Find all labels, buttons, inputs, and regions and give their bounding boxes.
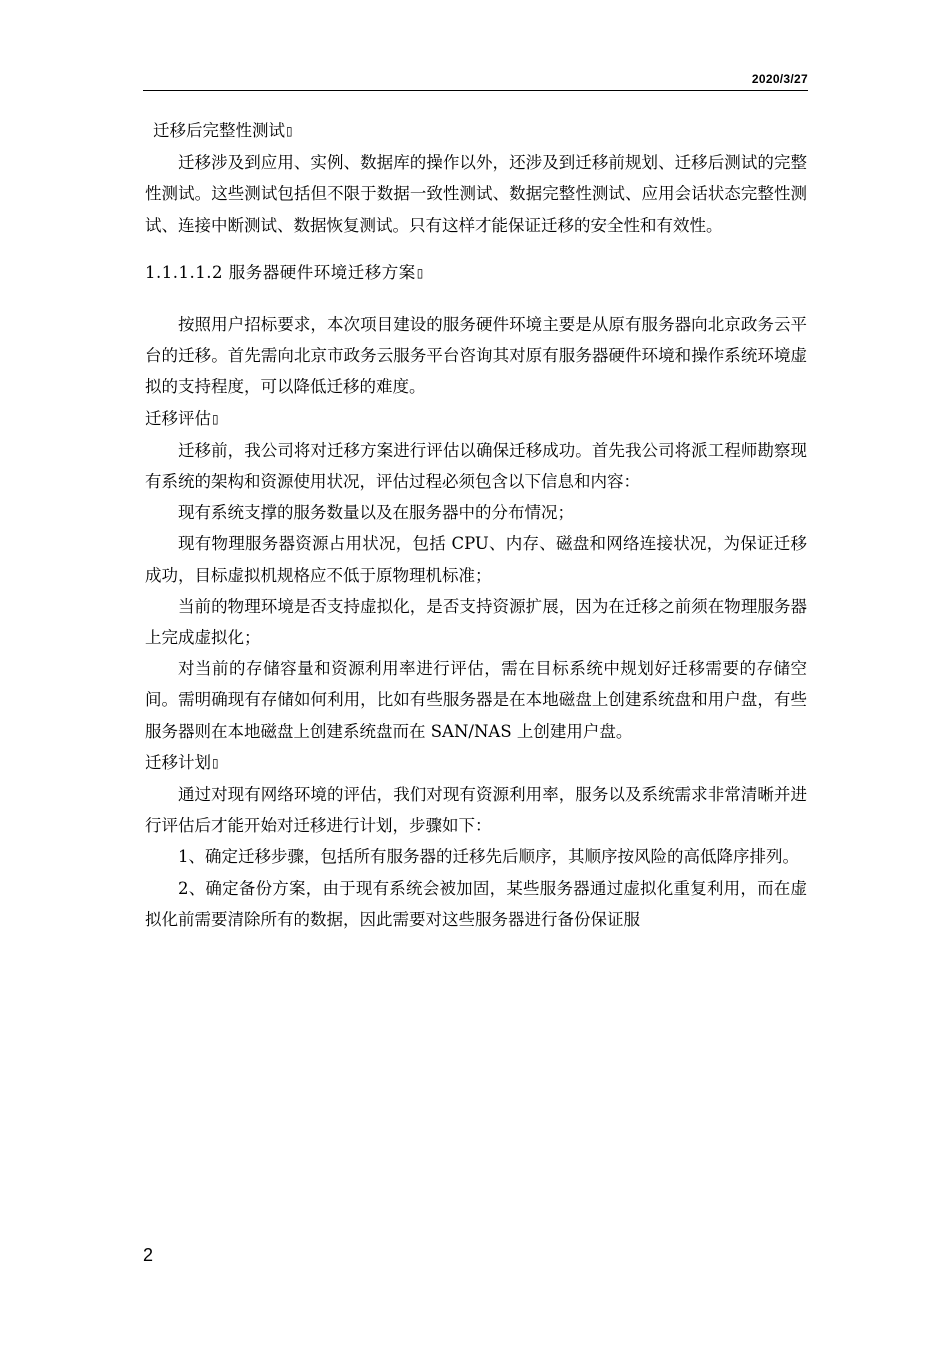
paragraph-plan: 通过对现有网络环境的评估，我们对现有资源利用率，服务以及系统需求非常清晰并进行评估后才能开始对迁移进行计划，步骤如下： [145, 785, 807, 836]
paragraph-mark-icon: ▯ [212, 411, 219, 426]
paragraph-mark-icon: ▯ [212, 755, 219, 770]
section-title: 1.1.1.1.2 服务器硬件环境迁移方案▯ [145, 262, 424, 282]
heading-integrity-test: 迁移后完整性测试▯ [153, 121, 293, 140]
paragraph-assessment-item-2: 现有物理服务器资源占用状况，包括 CPU、内存、磁盘和网络连接状况，为保证迁移成功，目标虚拟机规格应不低于原物理机标准； [145, 534, 807, 585]
paragraph-intro: 按照用户招标要求，本次项目建设的服务硬件环境主要是从原有服务器向北京政务云平台的迁移。首先需向北京市政务云服务平台咨询其对原有服务器硬件环境和操作系统环境虚拟的支持程度，可以降低迁移的难度。 [145, 315, 807, 397]
paragraph-assessment-item-1: 现有系统支撑的服务数量以及在服务器中的分布情况； [178, 503, 574, 523]
paragraph-mark-icon: ▯ [416, 265, 424, 280]
heading-plan: 迁移计划▯ [145, 752, 219, 772]
paragraph-plan-step-1: 1、确定迁移步骤，包括所有服务器的迁移先后顺序，其顺序按风险的高低降序排列。 [178, 847, 799, 867]
document-body [145, 115, 807, 935]
paragraph-assessment-item-4: 对当前的存储容量和资源利用率进行评估，需在目标系统中规划好迁移需要的存储空间。需明确现有存储如何利用，比如有些服务器是在本地磁盘上创建系统盘和用户盘，有些服务器则在本地磁盘上创建系统盘而在 SAN/NAS 上创建用户盘。 [145, 659, 807, 741]
page-number: 2 [143, 1245, 154, 1265]
paragraph-assessment: 迁移前，我公司将对迁移方案进行评估以确保迁移成功。首先我公司将派工程师勘察现有系统的架构和资源使用状况，评估过程必须包含以下信息和内容： [145, 440, 807, 492]
paragraph-assessment-item-3: 当前的物理环境是否支持虚拟化，是否支持资源扩展，因为在迁移之前须在物理服务器上完成虚拟化； [145, 596, 807, 648]
paragraph-integrity-test: 迁移涉及到应用、实例、数据库的操作以外，还涉及到迁移前规划、迁移后测试的完整性测试。这些测试包括但不限于数据一致性测试、数据完整性测试、应用会话状态完整性测试、连接中断测试、数据恢复测试。只有这样才能保证迁移的安全性和有效性。 [145, 153, 807, 235]
heading-assessment: 迁移评估▯ [145, 408, 219, 428]
header-date: 2020/3/27 [751, 72, 808, 86]
header-rule [143, 90, 808, 91]
paragraph-plan-step-2: 2、确定备份方案，由于现有系统会被加固，某些服务器通过虚拟化重复利用，而在虚拟化前需要清除所有的数据，因此需要对这些服务器进行备份保证服 [145, 878, 807, 929]
paragraph-mark-icon: ▯ [286, 124, 293, 138]
